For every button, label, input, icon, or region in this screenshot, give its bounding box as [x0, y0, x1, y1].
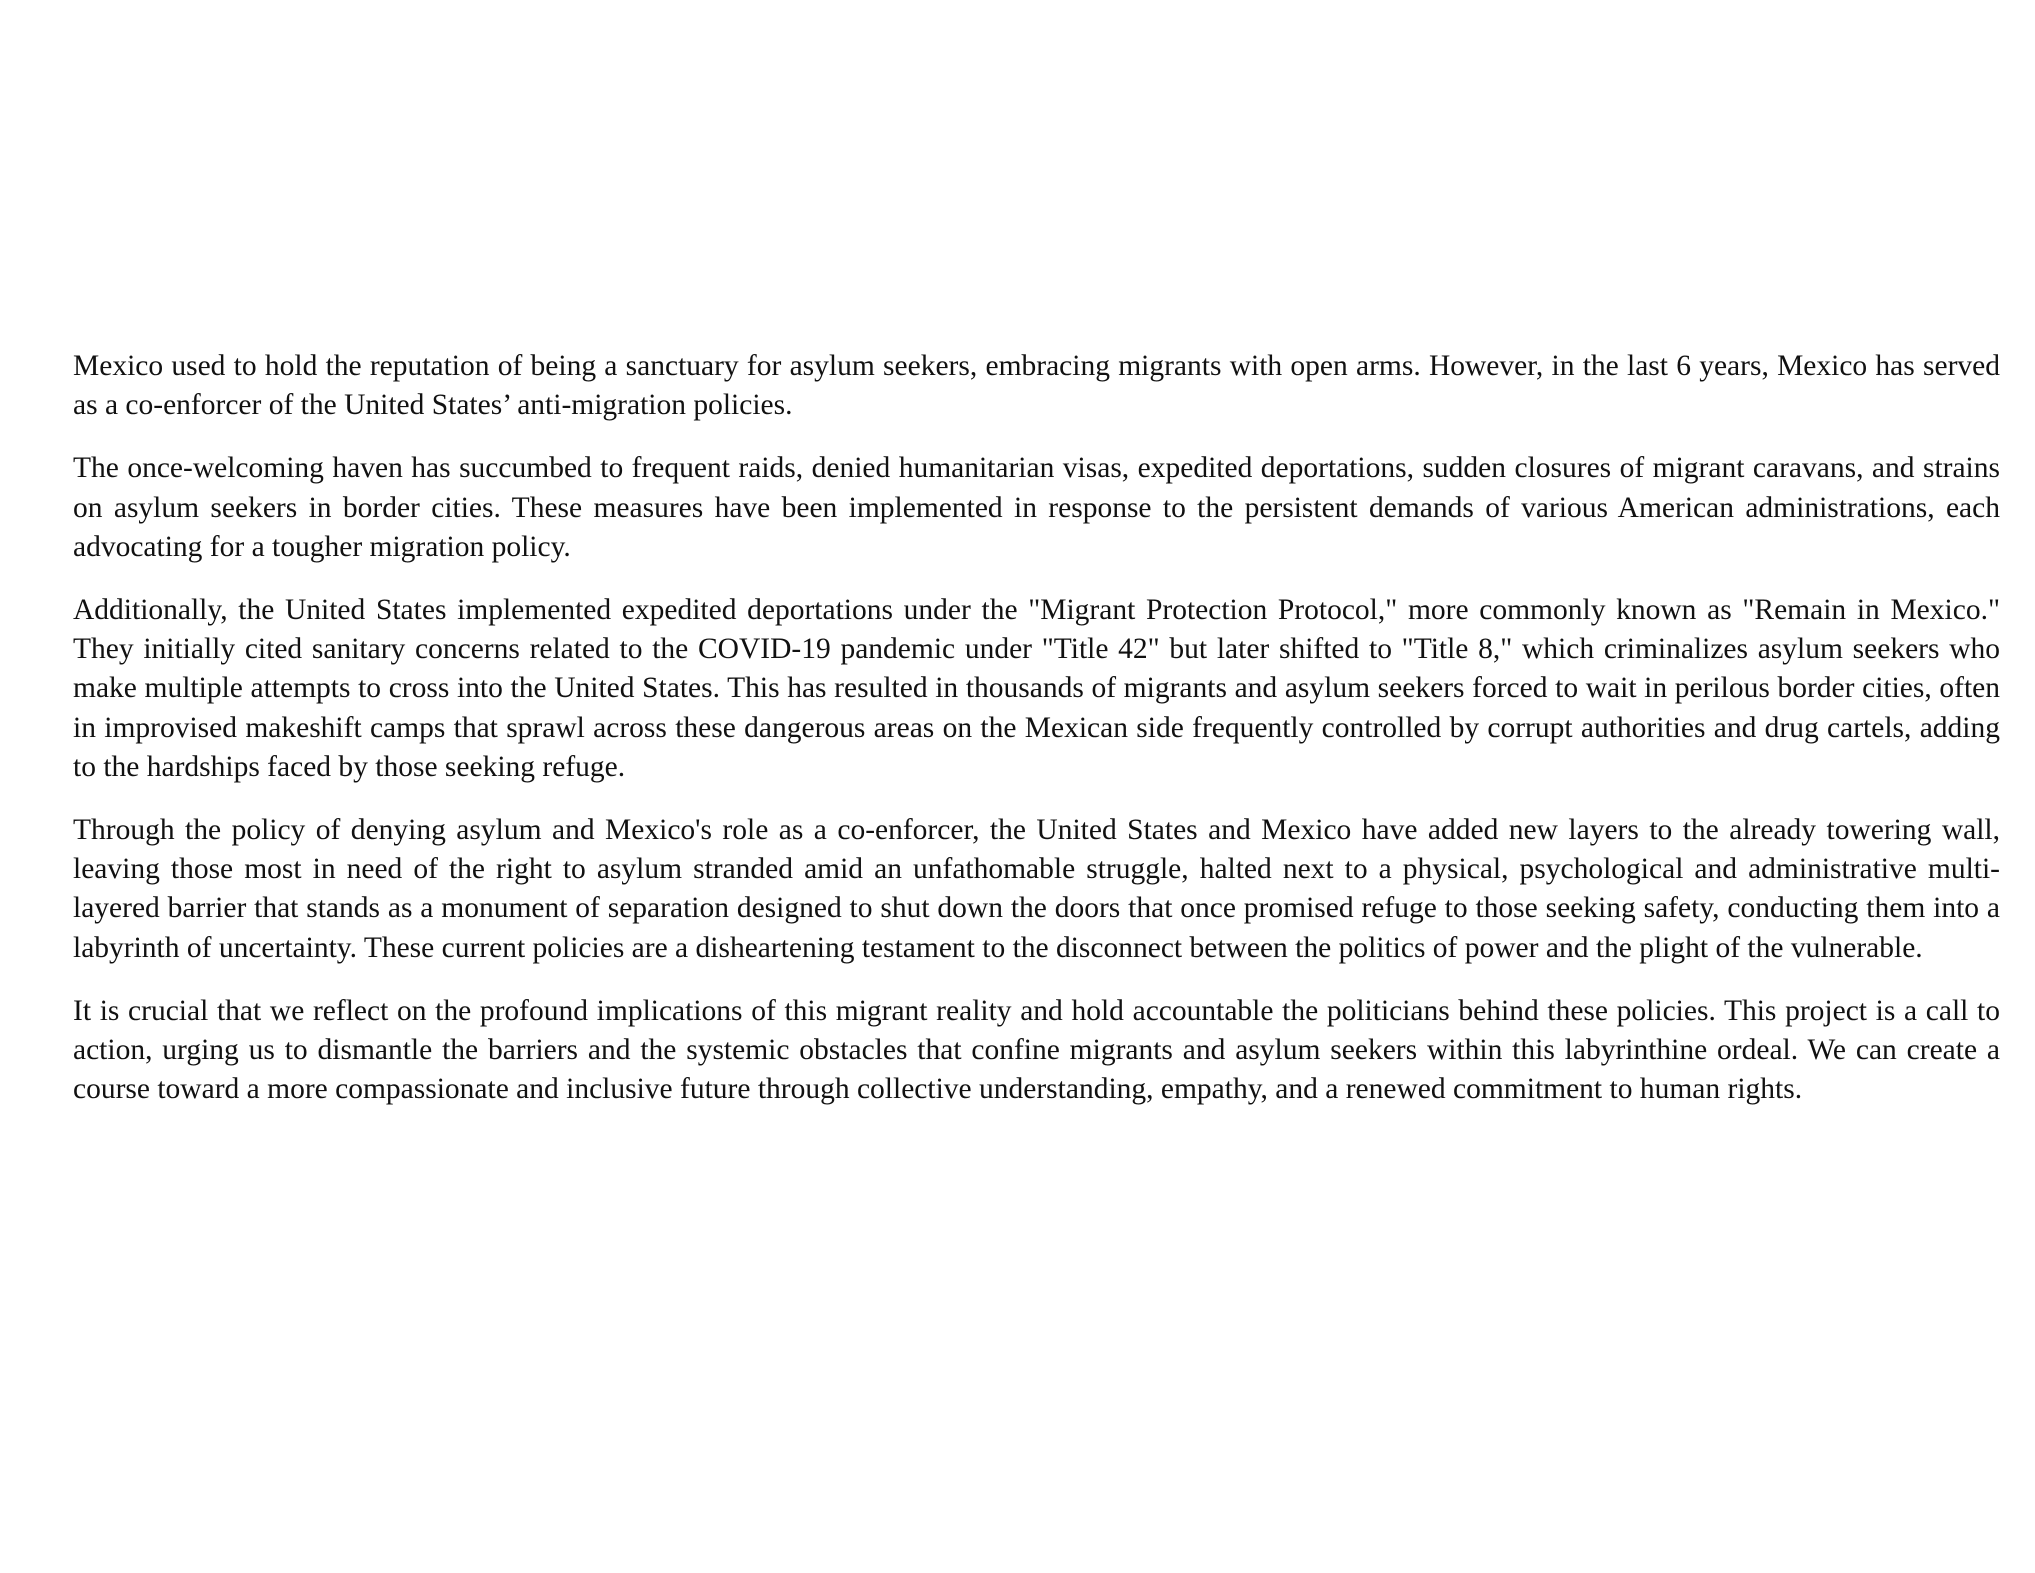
paragraph-policy-wall: Through the policy of denying asylum and Mexico's role as a co-enforcer, the United States and Mexico have added new layers to the already towering wall, leaving those most in need of the right to asylum stranded amid an unfathomable struggle, halted next to a physical, psychological and administrative multi-layered barrier that stands as a monument of separation designed to shut down the doors that once promised refuge to those seeking safety, conducting them into a labyrinth of uncertainty. These current policies are a disheartening testament to the disconnect between the politics of power and the plight of the vulnerable.	[73, 814, 2000, 964]
paragraph-intro: Mexico used to hold the reputation of being a sanctuary for asylum seekers, embracing migrants with open arms. However, in the last 6 years, Mexico has served as a co-enforcer of the United States’ anti-migration policies.	[73, 350, 2000, 422]
paragraph-deportations: Additionally, the United States implemented expedited deportations under the "Migrant Protection Protocol," more commonly known as "Remain in Mexico." They initially cited sanitary concerns related to the COVID-19 pandemic under "Title 42" but later shifted to "Title 8," which criminalizes asylum seekers who make multiple attempts to cross into the United States. This has resulted in thousands of migrants and asylum seekers forced to wait in perilous border cities, often in improvised makeshift camps that sprawl across these dangerous areas on the Mexican side frequently controlled by corrupt authorities and drug cartels, adding to the hardships faced by those seeking refuge.	[73, 594, 2000, 783]
paragraph-call-to-action: It is crucial that we reflect on the profound implications of this migrant reality and hold accountable the politicians behind these policies. This project is a call to action, urging us to dismantle the barriers and the systemic obstacles that confine migrants and asylum seekers within this labyrinthine ordeal. We can create a course toward a more compassionate and inclusive future through collective understanding, empathy, and a renewed commitment to human rights.	[73, 994, 2000, 1106]
paragraph-measures: The once-welcoming haven has succumbed to frequent raids, denied humanitarian visas, expedited deportations, sudden closures of migrant caravans, and strains on asylum seekers in border cities. These measures have been implemented in response to the persistent demands of various American administrations, each advocating for a tougher migration policy.	[73, 452, 2000, 563]
document-body	[73, 347, 2000, 1133]
